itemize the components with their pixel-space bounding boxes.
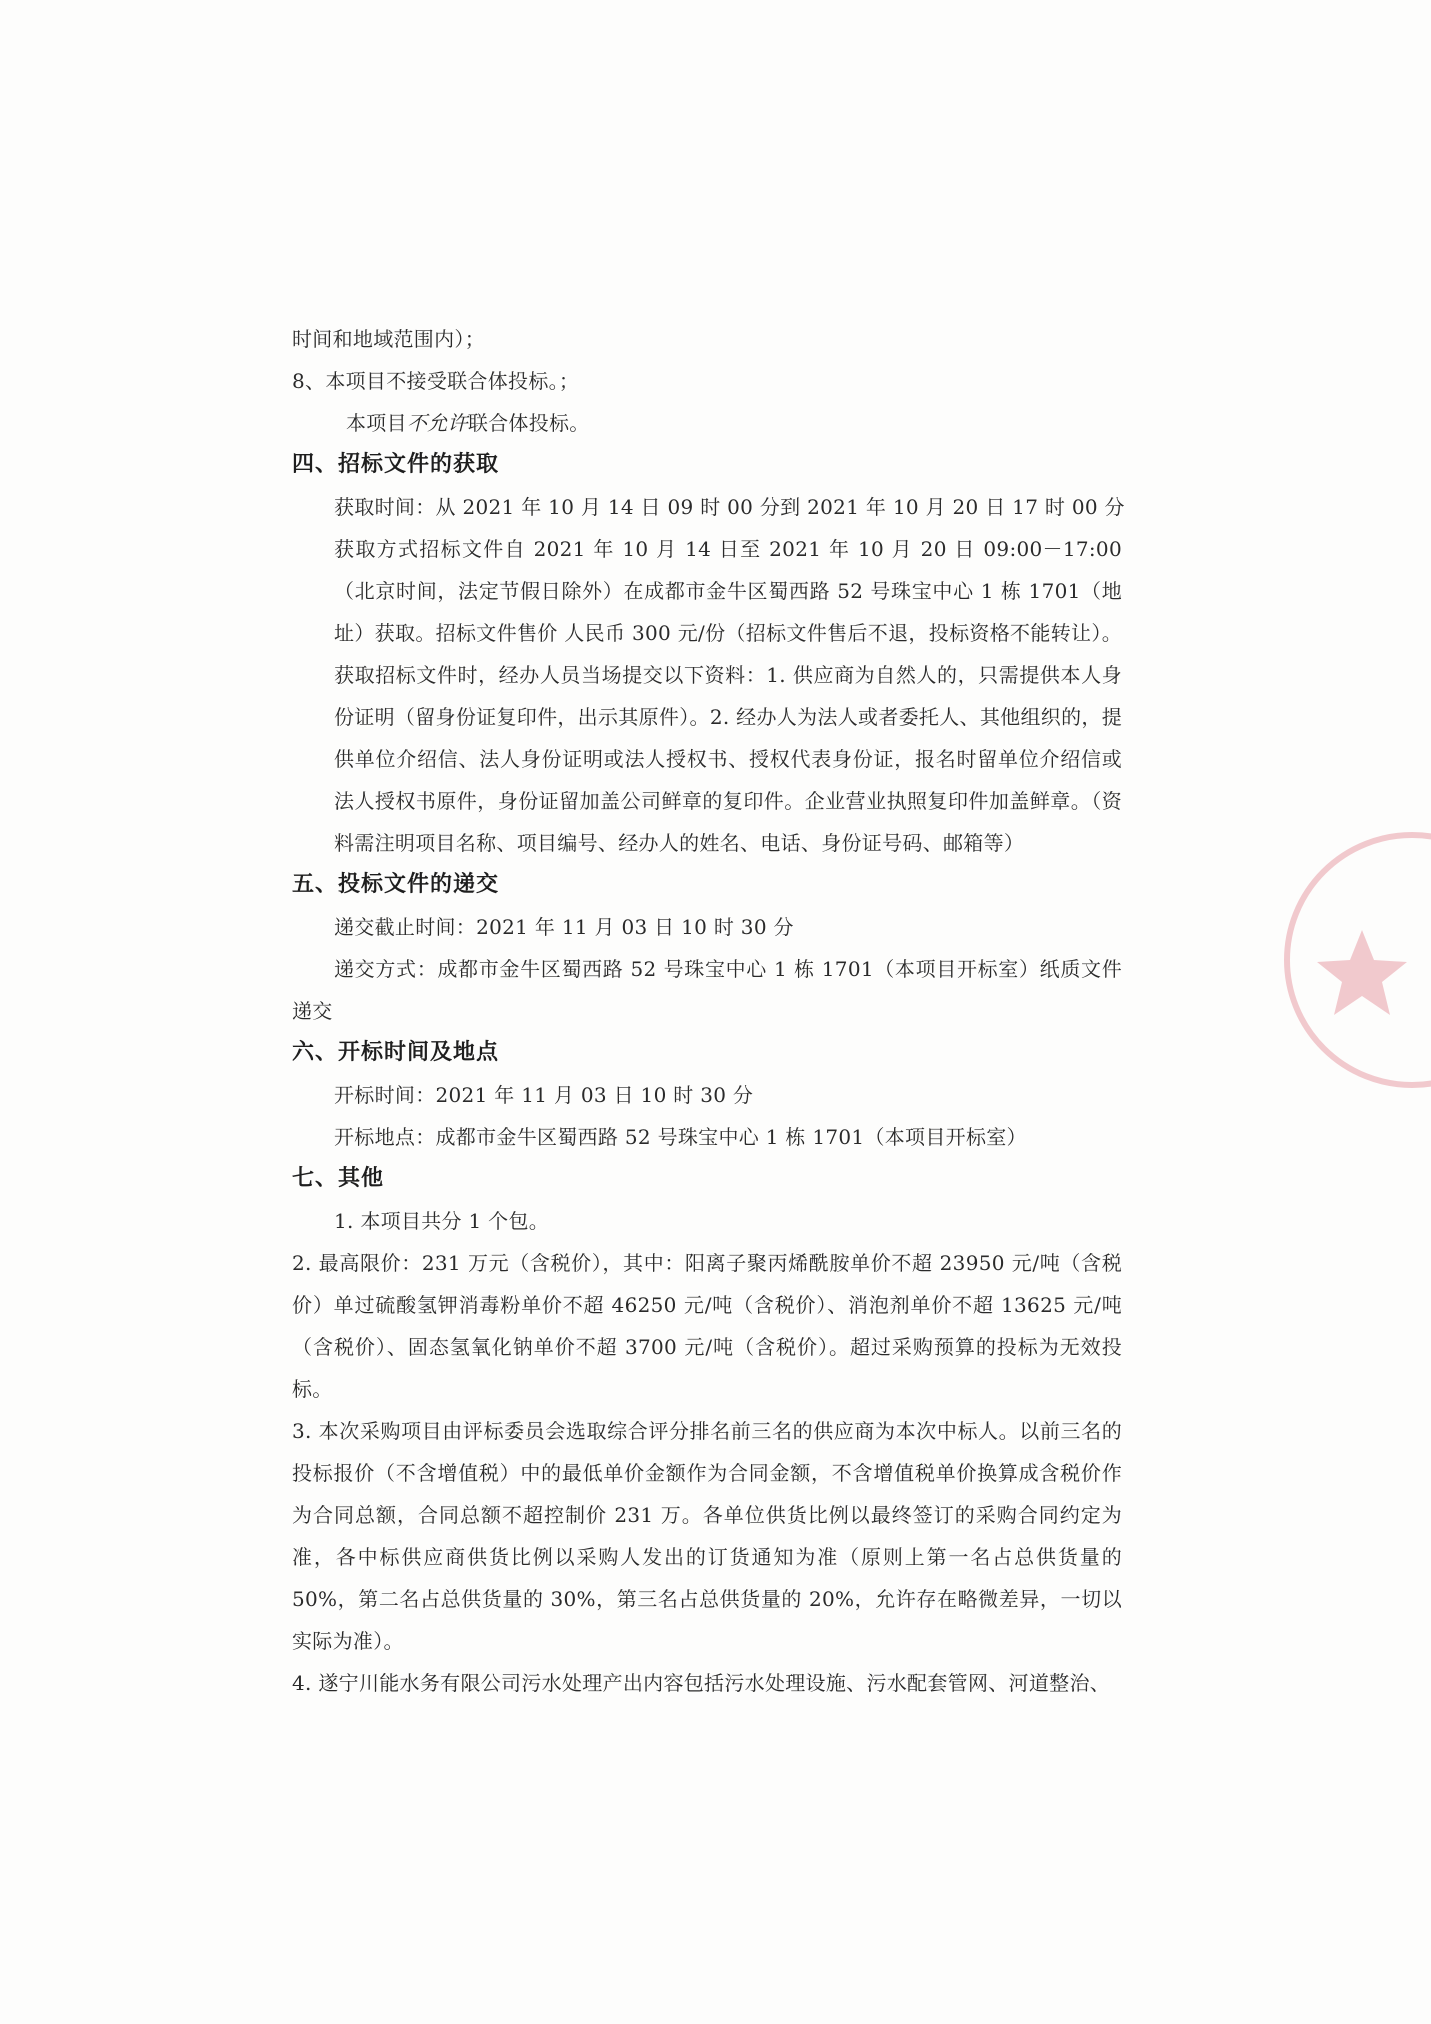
section-4-method: [292, 528, 1122, 864]
seal-stamp-fragment: [1262, 820, 1431, 1100]
item-8-note-suffix: 联合体投标。: [467, 411, 590, 435]
item-8-note-prefix: 本项目: [346, 411, 407, 435]
section-7-item-4: 4. 遂宁川能水务有限公司污水处理产出内容包括污水处理设施、污水配套管网、河道整治、: [292, 1671, 1111, 1695]
section-5-method: 递交方式：成都市金牛区蜀西路 52 号珠宝中心 1 栋 1701（本项目开标室）纸质文件递交: [292, 957, 1122, 1023]
item-8-note-emphasis: 不允许: [406, 411, 468, 435]
section-4-method-text: 获取方式招标文件自 2021 年 10 月 14 日至 2021 年 10 月 20 日 09:00－17:00（北京时间，法定节假日除外）在成都市金牛区蜀西路 52 号珠宝中心 1 栋 1701（地址）获取。招标文件售价 人民币 300 元/份（招标文件售后不退，投标资格不能转让）。获取招标文件时，经办人员当场提交以下资料：1. 供应商为自然人的，只需提供本人身份证明（留身份证复印件，出示其原件）。2. 经办人为法人或者委托人、其他组织的，提供单位介绍信、法人身份证明或法人授权书、授权代表身份证，报名时留单位介绍信或法人授权书原件，身份证留加盖公司鲜章的复印件。企业营业执照复印件加盖鲜章。（资料需注明项目名称、项目编号、经办人的姓名、电话、身份证号码、邮箱等）: [334, 537, 1122, 855]
section-7-item-2: 2. 最高限价：231 万元（含税价），其中：阳离子聚丙烯酰胺单价不超 23950 元/吨（含税价）单过硫酸氢钾消毒粉单价不超 46250 元/吨（含税价）、消泡剂单价不超 13625 元/吨（含税价）、固态氢氧化钠单价不超 3700 元/吨（含税价）。超过采购预算的投标为无效投标。: [292, 1251, 1122, 1401]
section-4-heading: 四、招标文件的获取: [292, 452, 500, 477]
item-8-note: [292, 402, 1122, 444]
section-4-time: 获取时间：从 2021 年 10 月 14 日 09 时 00 分到 2021 年 10 月 20 日 17 时 00 分: [334, 495, 1125, 519]
section-6-place: 开标地点：成都市金牛区蜀西路 52 号珠宝中心 1 栋 1701（本项目开标室）: [334, 1125, 1027, 1149]
section-5-heading: 五、投标文件的递交: [292, 872, 500, 897]
section-6-heading: 六、开标时间及地点: [292, 1040, 500, 1065]
section-6-time: 开标时间：2021 年 11 月 03 日 10 时 30 分: [334, 1083, 754, 1107]
section-7-heading: 七、其他: [292, 1166, 385, 1191]
item-8-title: 8、本项目不接受联合体投标。；: [292, 369, 580, 393]
section-7-item-3: 3. 本次采购项目由评标委员会选取综合评分排名前三名的供应商为本次中标人。以前三名的投标报价（不含增值税）中的最低单价金额作为合同金额，不含增值税单价换算成含税价作为合同总额，合同总额不超控制价 231 万。各单位供货比例以最终签订的采购合同约定为准，各中标供应商供货比例以采购人发出的订货通知为准（原则上第一名占总供货量的 50%，第二名占总供货量的 30%，第三名占总供货量的 20%，允许存在略微差异，一切以实际为准）。: [292, 1419, 1122, 1653]
top-fragment: 时间和地域范围内）；: [292, 327, 485, 351]
document-body: [292, 318, 1125, 1704]
section-5-deadline: 递交截止时间：2021 年 11 月 03 日 10 时 30 分: [334, 915, 794, 939]
seal-stamp-icon: [1262, 820, 1431, 1100]
section-7-item-1: 1. 本项目共分 1 个包。: [334, 1209, 550, 1233]
